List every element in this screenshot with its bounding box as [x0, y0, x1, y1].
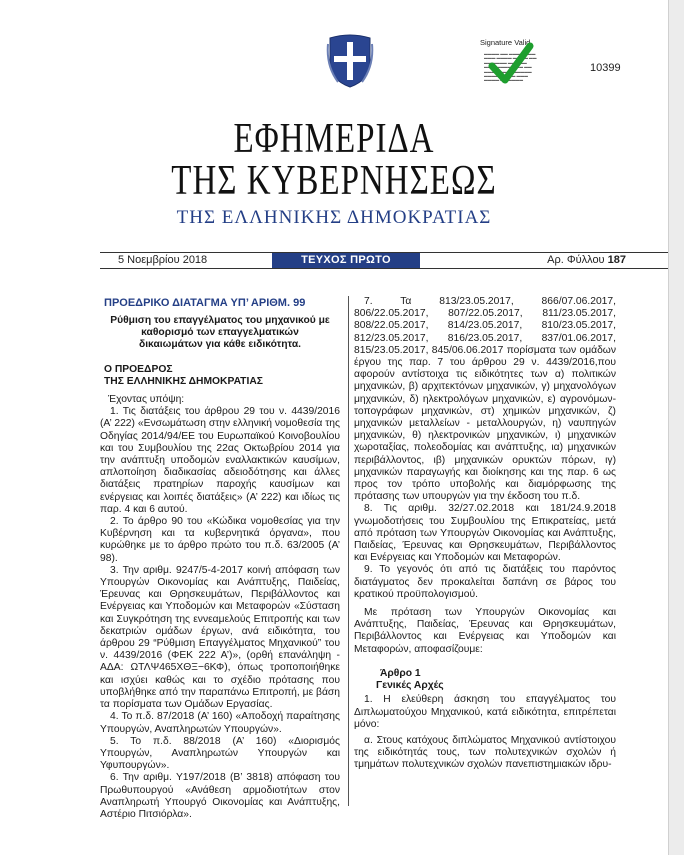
decree-title: ΠΡΟΕΔΡΙΚΟ ΔΙΑΤΑΓΜΑ ΥΠ’ ΑΡΙΘΜ. 99	[104, 297, 306, 309]
issue-date: 5 Νοεμβρίου 2018	[118, 254, 208, 266]
recital-1: 1. Τις διατάξεις του άρθρου 29 του ν. 4439/2016 (Α’ 222) «Ενσωμάτωση στην ελληνική νομοθεσία της Οδηγίας 2014/94/ΕΕ του Ευρωπαϊκού Κοινοβουλίου και του Συμβουλίου της 22ας Οκτωβρίου 2014 για την ανάπτυξη υποδομών εναλλακτικών καυσίμων, απλοποίηση διαδικασίας αδειοδότησης και άλλες διατάξεις πρατηρίων παροχής καυσίμων και ενέργειας και λοιπές διατάξεις» (Α’ 222) και ιδίως τις παρ. 4 και 6 αυτού.	[100, 406, 340, 515]
masthead-title-line2: ΤΗΣ ΚΥΒΕΡΝΗΣΕΩΣ	[171, 158, 497, 205]
page-number: 10399	[590, 62, 621, 74]
article-paragraph-1: 1. Η ελεύθερη άσκηση του επαγγέλματος του Διπλωματούχου Μηχανικού, κατά ειδικότητα, επιτρέπεται μόνο:	[354, 694, 616, 730]
recital-2: 2. Το άρθρο 90 του «Κώδικα νομοθεσίας για την Κυβέρνηση και τα κυβερνητικά όργανα», που κυρώθηκε με το άρθρο πρώτο του π.δ. 63/2005 (Α’ 98).	[100, 516, 340, 564]
masthead-title-line1: ΕΦΗΜΕΡΙΔΑ	[233, 116, 435, 163]
signature-checkmark-icon	[488, 42, 534, 86]
window-edge	[668, 0, 684, 855]
sheet-number	[547, 254, 626, 266]
article-title: Άρθρο 1	[380, 667, 421, 679]
decree-subtitle: Ρύθμιση του επαγγέλματος του μηχανικού με καθορισμό των επαγγελματικών δικαιωμάτων για κάθε ειδικότητα.	[110, 315, 330, 351]
proposal-paragraph: Με πρόταση των Υπουργών Οικονομίας και Ανάπτυξης, Παιδείας, Έρευνας και Θρησκευμάτων, Περιβάλλοντος και Ενέργειας και Υποδομών και Μεταφορών, αποφασίζουμε:	[354, 607, 616, 655]
signature-detail-lines: ▬▬▬▬ ▬▬ ▬▬▬▬▬▬▬ ▬▬▬ ▬▬▬▬ ▬▬▬▬ ▬▬ ▬▬▬▬▬▬ ▬▬▬▬▬ ▬▬▬ ▬▬▬▬▬▬▬ ▬▬ ▬▬▬▬ ▬▬ ▬▬▬▬▬▬ ▬▬▬▬▬ ▬▬▬ ▬▬▬ ▬▬▬▬ ▬▬▬▬▬▬	[484, 52, 537, 83]
left-column	[100, 296, 340, 821]
recital-6: 6. Την αριθμ. Υ197/2018 (Β’ 3818) απόφαση του Πρωθυπουργού «Ανάθεση αρμοδιοτήτων στον Αναπληρωτή Υπουργό Οικονομίας και Ανάπτυξης, Αστέριο Πιτσιόρλα».	[100, 772, 340, 820]
issue-bar	[100, 252, 668, 269]
sheet-value: 187	[607, 254, 626, 266]
recital-9: 9. Το γεγονός ότι από τις διατάξεις του παρόντος διατάγματος δεν προκαλείται δαπάνη σε βάρος του κρατικού προϋπολογισμού.	[354, 564, 616, 600]
president-line1: Ο ΠΡΟΕΔΡΟΣ	[104, 363, 173, 375]
sheet-label: Αρ. Φύλλου	[547, 254, 605, 266]
article-subtitle: Γενικές Αρχές	[376, 680, 444, 692]
right-column	[354, 296, 616, 772]
president-line2: ΤΗΣ ΕΛΛΗΝΙΚΗΣ ΔΗΜΟΚΡΑΤΙΑΣ	[104, 375, 263, 387]
masthead-subtitle: ΤΗΣ ΕΛΛΗΝΙΚΗΣ ΔΗΜΟΚΡΑΤΙΑΣ	[176, 207, 492, 228]
greek-emblem-icon	[326, 32, 374, 88]
considering-label: Έχοντας υπόψη:	[108, 394, 185, 406]
recital-4: 4. Το π.δ. 87/2018 (Α’ 160) «Αποδοχή παραίτησης Υπουργών, Αναπληρωτών Υπουργών».	[100, 711, 340, 735]
signature-valid-label: Signature Valid	[480, 38, 531, 47]
recital-8: 8. Τις αριθμ. 32/27.02.2018 και 181/24.9.2018 γνωμοδοτήσεις του Συμβουλίου της Επικρατείας, μετά από πρόταση των Υπουργών Οικονομίας και Ανάπτυξης, Παιδείας, Έρευνας και Θρησκευμάτων, Περιβάλλοντος και Ενέργειας και Υποδομών και Μεταφορών.	[354, 503, 616, 564]
recital-5: 5. Το π.δ. 88/2018 (Α’ 160) «Διορισμός Υπουργών, Αναπληρωτών Υπουργών και Υφυπουργών».	[100, 735, 340, 772]
article-paragraph-1a: α. Στους κατόχους διπλώματος Μηχανικού αντίστοιχου της ειδικότητάς τους, των πολυτεχνικών σχολών ή τμημάτων πολυτεχνικών σχολών πανεπιστημιακών ιδρυ-	[354, 734, 616, 771]
recital-3: 3. Την αριθμ. 9247/5-4-2017 κοινή απόφαση των Υπουργών Οικονομίας και Ανάπτυξης, Παιδείας, Έρευνας και Θρησκευμάτων, Περιβάλλοντος και Ενέργειας και Υποδομών και Μεταφορών «Σύσταση και Συγκρότηση της εννεαμελούς Επιτροπής και των δεκατριών ομάδων έργων, ανά ειδικότητα, του άρθρου 29 “Ρύθμιση Επαγγέλματος Μηχανικού” του ν. 4439/2016 (ΦΕΚ 222 Α’)», (ορθή επανάληψη - ΑΔΑ: ΩΤΛΨ465ΧΘΞ−6ΚΦ), όπως τροποποιήθηκε και ισχύει καθώς και το σχέδιο πρότασης που υποβλήθηκε από την παραπάνω Επιτροπή, με βάση τα πορίσματα των Ομάδων Εργασίας.	[100, 564, 340, 711]
column-divider	[348, 296, 349, 806]
recital-7: 7. Τα 813/23.05.2017, 866/07.06.2017, 806/22.05.2017, 807/22.05.2017, 811/23.05.2017, 808/22.05.2017, 814/23.05.2017, 810/23.05.2017, 812/23.05.2017, 816/23.05.2017, 837/01.06.2017, 815/23.05.2017, 845/06.06.2017 πορίσματα των ομάδων έργου της παρ. 7 του άρθρου 29 ν. 4439/2016,που αφορούν αντίστοιχα τις ειδικότητες των α) πολιτικών μηχανικών, β) αρχιτεκτόνων μηχανικών, γ) μηχανολόγων μηχανικών, δ) ηλεκτρολόγων μηχανικών, ε) αγρονόμων-τοπογράφων μηχανικών, στ) χημικών μηχανικών, ζ) μηχανικών μεταλλείων - μεταλλουργών, η) ναυπηγών μηχανικών, θ) ηλεκτρονικών μηχανικών, ι) μηχανικών χωροταξίας, πολεοδομίας και ανάπτυξης, ια) μηχανικών περιβάλλοντος, ιβ) μηχανικών ορυκτών πόρων, ιγ) μηχανικών παραγωγής και διοίκησης και της παρ. 6 ως προς τον τρόπο υποβολής και διαμόρφωσης της πρότασης των υπουργών για την έκδοση του π.δ.	[354, 296, 616, 503]
issue-series-badge: ΤΕΥΧΟΣ ΠΡΩΤΟ	[272, 253, 420, 268]
